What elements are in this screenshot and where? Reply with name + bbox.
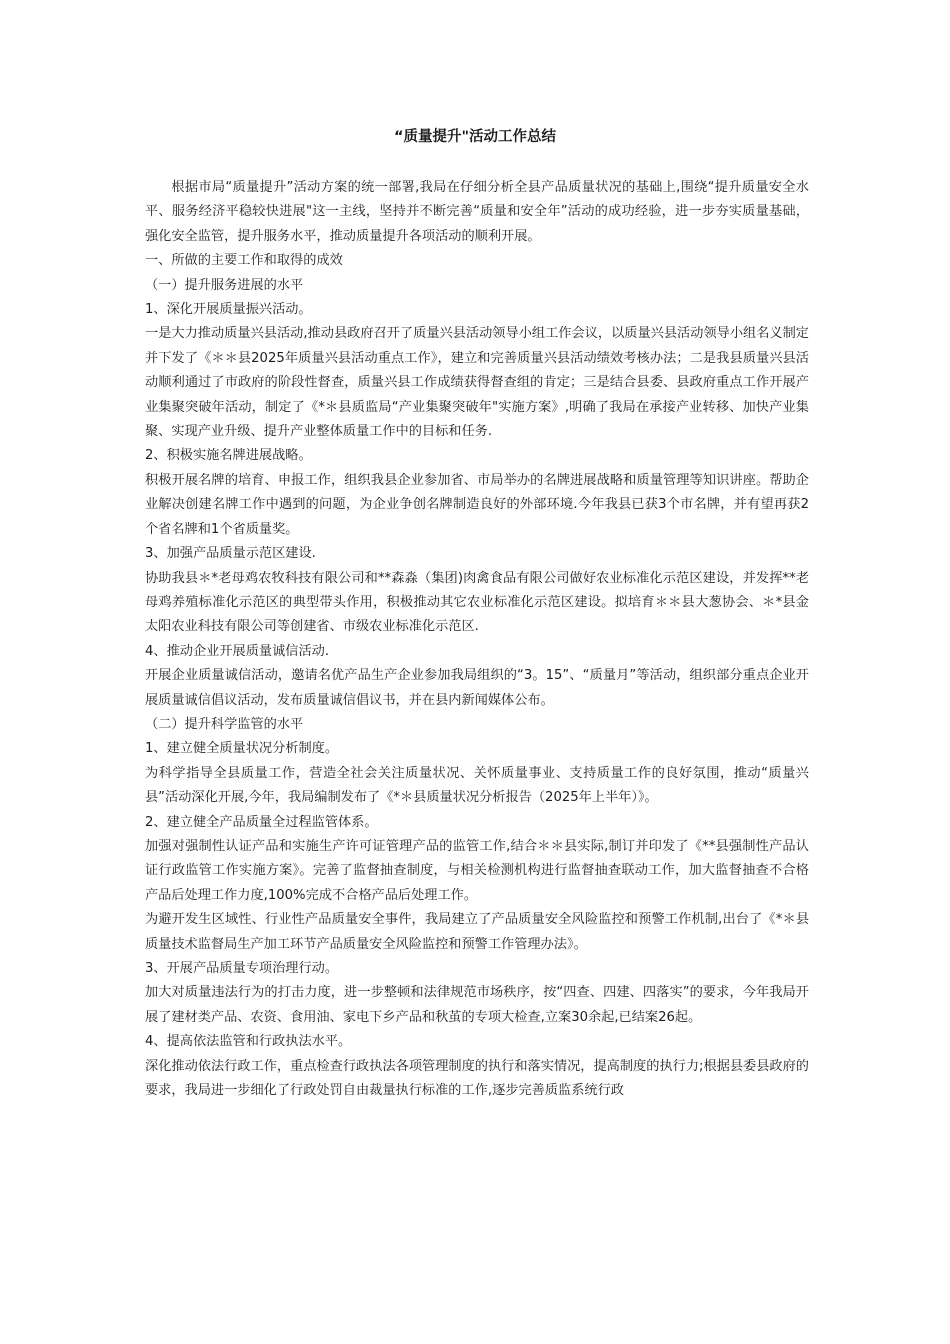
body-paragraph: 3、加强产品质量示范区建设. <box>145 546 316 562</box>
body-paragraph: 一是大力推动质量兴县活动,推动县政府召开了质量兴县活动领导小组工作会议，以质量兴县活动领导小组名义制定并下发了《＊＊县2025年质量兴县活动重点工作》，建立和完善质量兴县活动绩效考核办法；二是我县质量兴县活动顺利通过了市政府的阶段性督查，质量兴县工作成绩获得督查组的肯定；三是结合县委、县政府重点工作开展产业集聚突破年活动，制定了《*＊县质监局“产业集聚突破年"实施方案》,明确了我局在承接产业转移、加快产业集聚、实现产业升级、提升产业整体质量工作中的目标和任务. <box>145 326 809 440</box>
body-paragraph: 协助我县＊*老母鸡农牧科技有限公司和**森淼（集团)肉禽食品有限公司做好农业标准化示范区建设，并发挥**老母鸡养殖标准化示范区的典型带头作用，积极推动其它农业标准化示范区建设。拟培育＊＊县大葱协会、＊*县金太阳农业科技有限公司等创建省、市级农业标准化示范区. <box>145 570 809 635</box>
body-paragraph: 深化推动依法行政工作，重点检查行政执法各项管理制度的执行和落实情况，提高制度的执行力;根据县委县政府的要求，我局进一步细化了行政处罚自由裁量执行标准的工作,逐步完善质监系统行政 <box>145 1058 809 1099</box>
body-paragraph: 2、积极实施名牌进展战略。 <box>145 448 312 464</box>
body-paragraph: 为科学指导全县质量工作，营造全社会关注质量状况、关怀质量事业、支持质量工作的良好氛围，推动“质量兴县”活动深化开展,今年，我局编制发布了《*＊县质量状况分析报告（2025年上半年）》。 <box>145 765 809 806</box>
body-paragraph: 4、推动企业开展质量诚信活动. <box>145 643 330 659</box>
body-paragraph: 根据市局“质量提升”活动方案的统一部署,我局在仔细分析全县产品质量状况的基础上,围绕“提升质量安全水平、服务经济平稳较快进展"这一主线，坚持并不断完善“质量和安全年”活动的成功经验，进一步夯实质量基础，强化安全监管，提升服务水平，推动质量提升各项活动的顺利开展。 <box>145 180 809 244</box>
document-title: “质量提升"活动工作总结 <box>393 129 557 145</box>
body-paragraph: 1、建立健全质量状况分析制度。 <box>145 741 339 757</box>
body-paragraph: 1、深化开展质量振兴活动。 <box>145 302 312 318</box>
body-paragraph: （一）提升服务进展的水平 <box>145 277 304 293</box>
document-body <box>145 176 809 1103</box>
body-paragraph: 积极开展名牌的培育、申报工作，组织我县企业参加省、市局举办的名牌进展战略和质量管理等知识讲座。帮助企业解决创建名牌工作中遇到的问题，为企业争创名牌制造良好的外部环境.今年我县已获3个市名牌，并有望再获2个省名牌和1个省质量奖。 <box>145 472 809 537</box>
body-paragraph: 3、开展产品质量专项治理行动。 <box>145 961 339 976</box>
body-paragraph: 4、提高依法监管和行政执法水平。 <box>145 1034 352 1050</box>
body-paragraph: 一、所做的主要工作和取得的成效 <box>145 253 343 269</box>
body-paragraph: （二）提升科学监管的水平 <box>145 716 304 732</box>
body-paragraph: 加大对质量违法行为的打击力度，进一步整顿和法律规范市场秩序，按“四查、四建、四落实”的要求，今年我局开展了建材类产品、农资、食用油、家电下乡产品和秋茧的专项大检查,立案30余起,已结案26起。 <box>145 985 809 1025</box>
body-paragraph: 开展企业质量诚信活动，邀请名优产品生产企业参加我局组织的“3。15”、“质量月”等活动，组织部分重点企业开展质量诚信倡议活动，发布质量诚信倡议书，并在县内新闻媒体公布。 <box>145 668 809 708</box>
body-paragraph: 加强对强制性认证产品和实施生产许可证管理产品的监管工作,结合＊＊县实际,制订并印发了《**县强制性产品认证行政监管工作实施方案》。完善了监督抽查制度，与相关检测机构进行监督抽查联动工作，加大监督抽查不合格产品后处理工作力度,100%完成不合格产品后处理工作。 <box>145 838 809 903</box>
body-paragraph: 2、建立健全产品质量全过程监管体系。 <box>145 814 378 830</box>
body-paragraph: 为避开发生区域性、行业性产品质量安全事件，我局建立了产品质量安全风险监控和预警工作机制,出台了《*＊县质量技术监督局生产加工环节产品质量安全风险监控和预警工作管理办法》。 <box>145 912 809 952</box>
